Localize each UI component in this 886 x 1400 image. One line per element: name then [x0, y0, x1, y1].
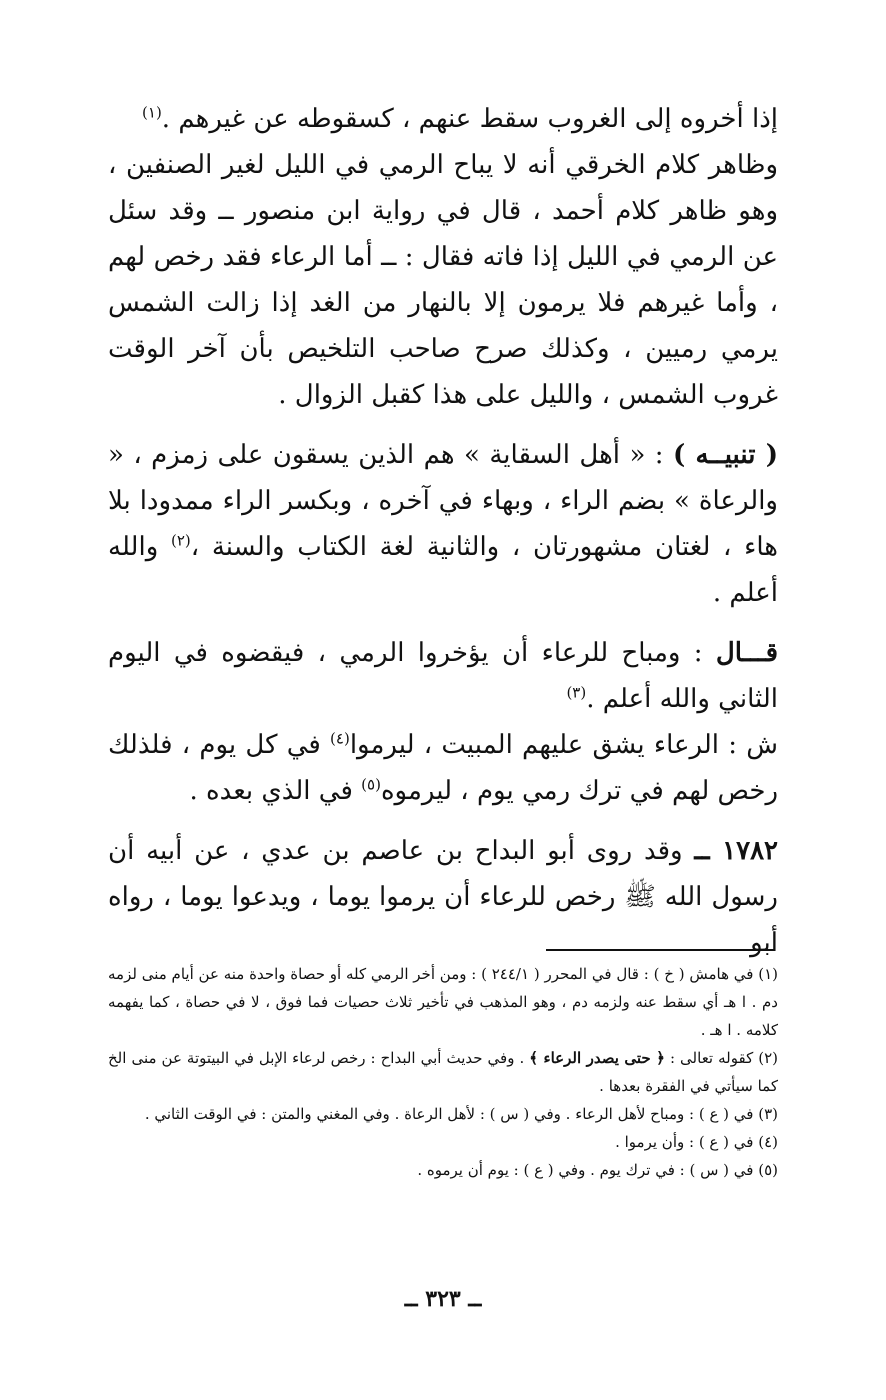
paragraph-1-text: إذا أخروه إلى الغروب سقط عنهم ، كسقوطه عن غيرهم .	[161, 104, 778, 134]
paragraph-5-text-a: ش : الرعاء يشق عليهم المبيت ، ليرموا	[349, 730, 779, 760]
paragraph-5-text-b: في كل يوم ، فلذلك رخص لهم في ترك رمي يوم ، ليرموه	[108, 730, 778, 806]
paragraph-3-text-a: : « أهل السقاية » هم الذين يسقون على زمزم ، « والرعاة » بضم الراء ، وبهاء في آخره ، وبكسر الراء ممدودا بلا هاء ، لغتان مشهورتان ، والثانية لغة الكتاب والسنة ،	[108, 440, 778, 562]
footnote-ref-4: (٤)	[330, 729, 350, 748]
paragraph-6-text: وقد روى أبو البداح بن عاصم بن عدي ، عن أبيه أن رسول الله ﷺ رخص للرعاء أن يرموا يوما ، ويدعوا يوما ، رواه أبو	[108, 836, 778, 958]
footnote-4: (٤) في ( ع ) : وأن يرموا .	[615, 1133, 778, 1151]
footnote-2-text-a: (٢) كقوله تعالى :	[664, 1049, 779, 1067]
paragraph-5	[108, 722, 778, 814]
main-text	[108, 96, 778, 966]
footnote-5: (٥) في ( س ) : في ترك يوم . وفي ( ع ) : يوم أن يرموه .	[417, 1161, 778, 1179]
page-number: ــ ٣٢٣ ــ	[404, 1286, 482, 1312]
footnote-ref-1: (١)	[142, 103, 162, 122]
quran-quote: ﴿ حتى يصدر الرعاء ﴾	[529, 1049, 665, 1067]
notice-label: ( تنبيــه )	[673, 440, 778, 470]
footnote-2-text-b: . وفي حديث أبي البداح : رخص لرعاء الإبل في البيتوتة عن منى الخ كما سيأتي في الفقرة بعدها .	[108, 1049, 778, 1095]
paragraph-6	[108, 828, 778, 966]
footnote-3: (٣) في ( ع ) : ومباح لأهل الرعاء . وفي ( س ) : لأهل الرعاة . وفي المغني والمتن : في الوقت الثاني .	[144, 1105, 778, 1123]
paragraph-5-text-c: في الذي بعده .	[189, 776, 362, 806]
paragraph-1	[108, 96, 778, 142]
hadith-number: ١٧٨٢ ــ	[694, 836, 778, 866]
footnote-ref-5: (٥)	[361, 775, 381, 794]
footnote-ref-3: (٣)	[566, 683, 587, 702]
footnote-ref-2: (٢)	[170, 531, 191, 550]
footnote-1: (١) في هامش ( خ ) : قال في المحرر ( ٢٤٤/١ ) : ومن أخر الرمي كله أو حصاة واحدة منه عن أيام منى لزمه دم . ا هـ أي سقط عنه ولزمه دم ، وهو المذهب في تأخير ثلاث حصيات فما فوق ، لا في حصاة ، كما يفهمه كلامه . ا هـ .	[108, 965, 778, 1039]
paragraph-3-text-b: والله أعلم .	[108, 532, 778, 608]
qala-label: قـــال	[715, 638, 778, 668]
paragraph-3	[108, 432, 778, 616]
footnotes	[108, 960, 778, 1184]
paragraph-4-text: : ومباح للرعاء أن يؤخروا الرمي ، فيقضوه في اليوم الثاني والله أعلم .	[108, 638, 778, 714]
paragraph-2: وظاهر كلام الخرقي أنه لا يباح الرمي في الليل لغير الصنفين ، وهو ظاهر كلام أحمد ، قال في رواية ابن منصور ــ وقد سئل عن الرمي في الليل إذا فاته فقال : ــ أما الرعاء فقد رخص لهم ، وأما غيرهم فلا يرمون إلا بالنهار من الغد إذا زالت الشمس يرمي رميين ، وكذلك صرح صاحب التلخيص بأن آخر الوقت غروب الشمس ، والليل على هذا كقبل الزوال .	[108, 150, 778, 410]
footnote-divider	[546, 949, 774, 951]
paragraph-4	[108, 630, 778, 722]
footnote-2	[108, 1044, 778, 1100]
